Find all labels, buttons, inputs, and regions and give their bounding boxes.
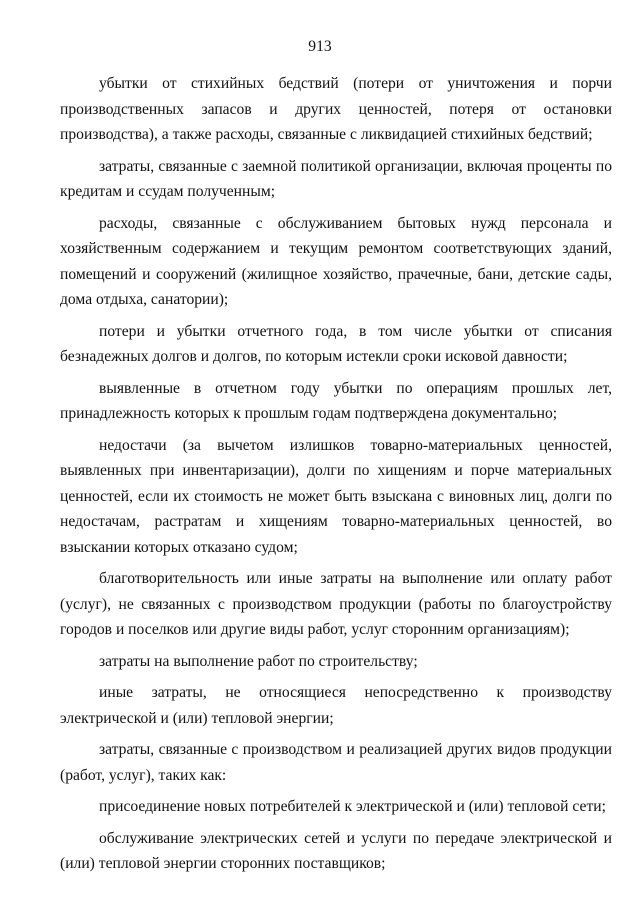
paragraph-staff-household-expenses: расходы, связанные с обслуживанием бытовых нужд персонала и хозяйственным содержанием и текущим ремонтом соответствующих зданий, помещений и сооружений (жилищное хозяйство, прачечные, бани, детские сады, дома отдыха, санатории); [60,214,612,308]
paragraph-prior-year-losses: выявленные в отчетном году убытки по операциям прошлых лет, принадлежность которых к прошлым годам подтверждена документально; [60,379,612,422]
paragraph-borrowing-costs: затраты, связанные с заемной политикой организации, включая проценты по кредитам и ссудам полученным; [60,157,612,200]
paragraph-other-costs: иные затраты, не относящиеся непосредственно к производству электрической и (или) тепловой энергии; [60,684,612,727]
page-number: 913 [308,38,332,55]
paragraph-construction-costs: затраты на выполнение работ по строительству; [99,652,418,670]
paragraph-network-servicing: обслуживание электрических сетей и услуги по передаче электрической и (или) тепловой энергии сторонних поставщиков; [60,829,612,872]
paragraph-bad-debt-losses: потери и убытки отчетного года, в том числе убытки от списания безнадежных долгов и долгов, по которым истекли сроки исковой давности; [60,322,612,365]
paragraph-shortages: недостачи (за вычетом излишков товарно-материальных ценностей, выявленных при инвентаризации), долги по хищениям и порче материальных ценностей, если их стоимость не может быть взыскана с виновных лиц, долги по недостачам, растратам и хищениям товарно-материальных ценностей, во взыскании которых отказано судом; [60,436,612,556]
paragraph-new-consumers-connection: присоединение новых потребителей к электрической и (или) тепловой сети; [99,798,606,815]
document-body [60,71,612,877]
paragraph-charity: благотворительность или иные затраты на выполнение или оплату работ (услуг), не связанных с производством продукции (работы по благоустройству городов и поселков или другие виды работ, услуг сторонним организациям); [60,570,612,638]
paragraph-other-products-costs: затраты, связанные с производством и реализацией других видов продукции (работ, услуг), таких как: [60,741,612,784]
paragraph-natural-disaster-losses: убытки от стихийных бедствий (потери от уничтожения и порчи производственных запасов и других ценностей, потеря от остановки производства), а также расходы, связанные с ликвидацией стихийных бедствий; [60,75,612,143]
